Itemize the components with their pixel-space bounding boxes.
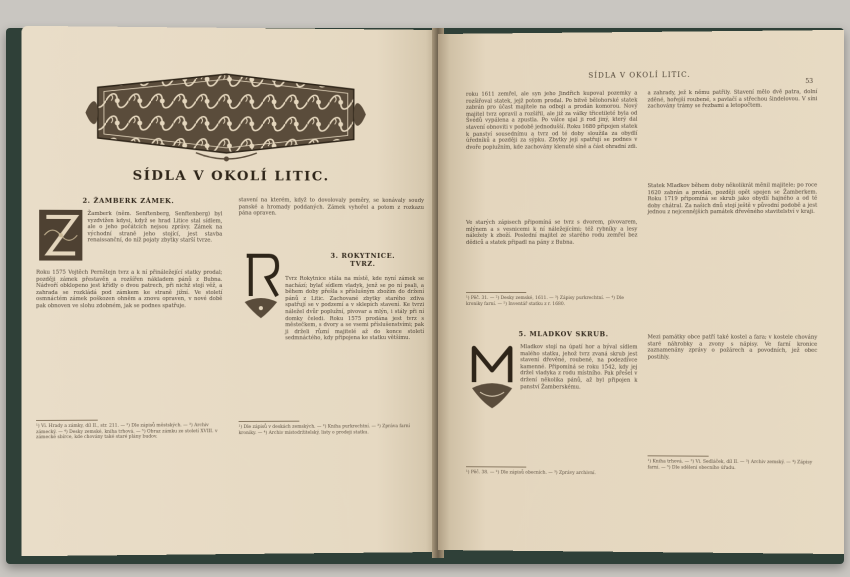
right-col1-footnotes: ¹) Pěč. 31. — ²) Desky zemské, 1611. — ³) Zápisy purkrechtní. — ⁴) Dle kroniky farní. — ⁵) Inventář statku z r. 1680. <box>466 296 625 307</box>
decorated-initial-m <box>468 342 516 410</box>
right-col2-low <box>648 334 818 361</box>
footnote-rule <box>36 420 98 421</box>
paragraph: Ve starých zápisech připomíná se tvrz s dvorem, pivovarem, mlýnem a s vesnicemi k ní náležejícími; též rybníky a lesy náležely k zboží. Poslední majitel ze starého rodu zemřel bez dědiců a statek připadl na pány z Bubna. <box>466 219 638 246</box>
left-col1-top-text <box>88 211 223 245</box>
right-col1-low-footnotes: ¹) Pěč. 38. — ²) Dle zápisů obecních. — ³) Zprávy archivní. <box>466 470 596 477</box>
paragraph: Mladkov stojí na úpatí hor a býval sídlem malého statku, jehož tvrz zvaná skrub jest stavení dřevěné, roubené, na podezdívce kamenné. Připomíná se roku 1542, kdy jej držel vladyka z rodu místního. Pak přešel v držení několika pánů, až byl připojen k panství Žamberskému. <box>520 344 638 391</box>
ornamental-banner <box>83 67 367 165</box>
left-page <box>22 26 438 556</box>
section-heading-line: 3. ROKYTNICE. <box>330 251 396 260</box>
section-heading-zamberk: 2. ŽAMBERK ZÁMEK. <box>82 196 175 206</box>
decorated-initial-z <box>38 209 83 262</box>
page-number: 53 <box>805 77 814 86</box>
left-col2-top <box>239 197 424 217</box>
decorated-initial-r <box>241 252 282 323</box>
section-heading-rokytnice <box>318 252 408 268</box>
section-heading-mladkov: 5. MLADKOV SKRUB. <box>518 330 609 339</box>
right-col2-mid <box>648 182 818 216</box>
right-col2-top <box>648 89 818 110</box>
paragraph: Roku 1575 Vojtěch Pernštejn tvrz a k ní přináležející statky prodal; později zámek přestavěn a rozšířen nákladem pánů z Bubna. Nádvoří obklopeno jest křídly o dvou patrech, při nichž stojí věž, a zahrada se rozkládá pod zámkem ke straně jižní. Ve století osmnáctém zámek poškozen ohněm a znovu opraven, v nové době pak obnoven ve slohu zdobném, jak se podnes spatřuje. <box>36 269 223 310</box>
footnote-rule <box>239 421 300 422</box>
paragraph: stavení na kterém, když to dovolovaly poměry, se konávaly soudy panské a hromady poddaných. Zámek vyhořel a potom z rozkazu pána opraven. <box>238 197 425 217</box>
footnote-rule <box>648 455 709 456</box>
right-col1-mid <box>466 219 637 246</box>
footnote-rule <box>466 292 526 293</box>
paragraph: Mezi památky obce patří také kostel a fara; v kostele chovány staré náhrobky a zvony s nápisy. Ve farní kronice zaznamenány zprávy o požárech a povodních, jež obec postihly. <box>647 334 818 361</box>
section-heading-line: TVRZ. <box>350 259 376 268</box>
right-col1-low <box>520 344 637 391</box>
right-col1-top <box>466 90 637 151</box>
left-col1-body <box>36 270 222 310</box>
right-page <box>438 30 844 554</box>
paragraph: Statek Mladkov během doby několikrát měnil majitele; po roce 1620 zabrán a prodán, později opět spojen se Žamberkem. Roku 1719 připomíná se skrub jako obydlí hajného a od té doby chátral. Za našich dnů stojí ještě v původní podobě a jest jednou z nejcennějších památek dřevěného stavitelství v kraji. <box>647 182 818 216</box>
left-col2-body <box>285 276 424 342</box>
right-col2-footnotes: ¹) Kniha trhová. — ²) Vi. Sedláček, díl II. — ³) Archiv zemský. — ⁴) Zápisy farní. — ⁵) Dle sdělení obecního úřadu. <box>647 459 813 471</box>
paragraph: a zahrady, jež k němu patřily. Stavení mělo dvě patra, dolní zděné, hořejší roubené, s pavlačí a střechou šindelovou. V síni zachovány trámy se řezbami a letopočtem. <box>647 89 818 110</box>
footnote-rule <box>466 466 526 467</box>
chapter-title: SÍDLA V OKOLÍ LITIC. <box>132 168 330 185</box>
paragraph: Tvrz Rokytnice stála na místě, kde nyní zámek se nachází; bylať sídlem vladyk, jenž se po ní psali, a během doby přešla s příslušným zbožím do držení pánů z Litic. Zachované zbytky starého zdiva spatřují se v podzemí a v sklepích stavení. Ke tvrzi náležel dvůr poplužní, pivovar a mlýn, i stály při ní domky čeledi. Roku 1575 prodána jest tvrz s městečkem, s dvory a se vsemi příslušenstvími; pak ji drželi různí majitelé až do konce století sedmnáctého, kdy připojena ke statku většímu. <box>285 275 425 342</box>
paragraph: roku 1611 zemřel, ale syn jeho Jindřich kupoval pozemky a rozšiřoval statek, jejž potom prodal. Po bitvě bělohorské statek zabrán pro účast majitele na odboji a prodán komorou. Nový majitel tvrz opravil a rozšířil, ale již za války třicetileté byla od Švédů vypálena a zpustla. Po válce ujal ji rod jiný, který dal stavení obnoviti v podobě jednodušší. Roku 1680 připojen statek k panství sousednímu a tvrz od té doby sloužila za obydlí úředníků a později za sýpku. Zbytky její spatřují se podnes v dvoře poplužním, kde zachovány klenuté síně a část ohradní zdi. <box>466 90 638 151</box>
paragraph: Žamberk (něm. Senftenberg, Senftenberg) byl vyzdvižen kdysi, když se hrad Litice stal sídlem, ale o jeho počátcích nejsou zprávy. Zámek na východní straně jeho stojící, jest stavba renaissanční, do níž pojaty zbytky starší tvrze. <box>87 210 223 244</box>
left-col1-footnotes: ¹) Vi. Hrady a zámky, díl II., str. 211. — ²) Dle zápisů městských. — ³) Archiv zámecký. — ⁴) Desky zemské, kniha trhová. — ⁵) Obraz zámku ze století XVIII. v zámecké sbírce, kde chovány také staré plány budov. <box>36 423 218 441</box>
left-col2-footnotes: ¹) Dle zápisů v deskách zemských. — ²) Kniha purkrechtní. — ³) Zpráva farní kroniky. — ⁴) Archiv místodržitelský, listy o prodeji statku. <box>238 424 410 436</box>
running-head: SÍDLA V OKOLÍ LITIC. <box>588 70 691 80</box>
